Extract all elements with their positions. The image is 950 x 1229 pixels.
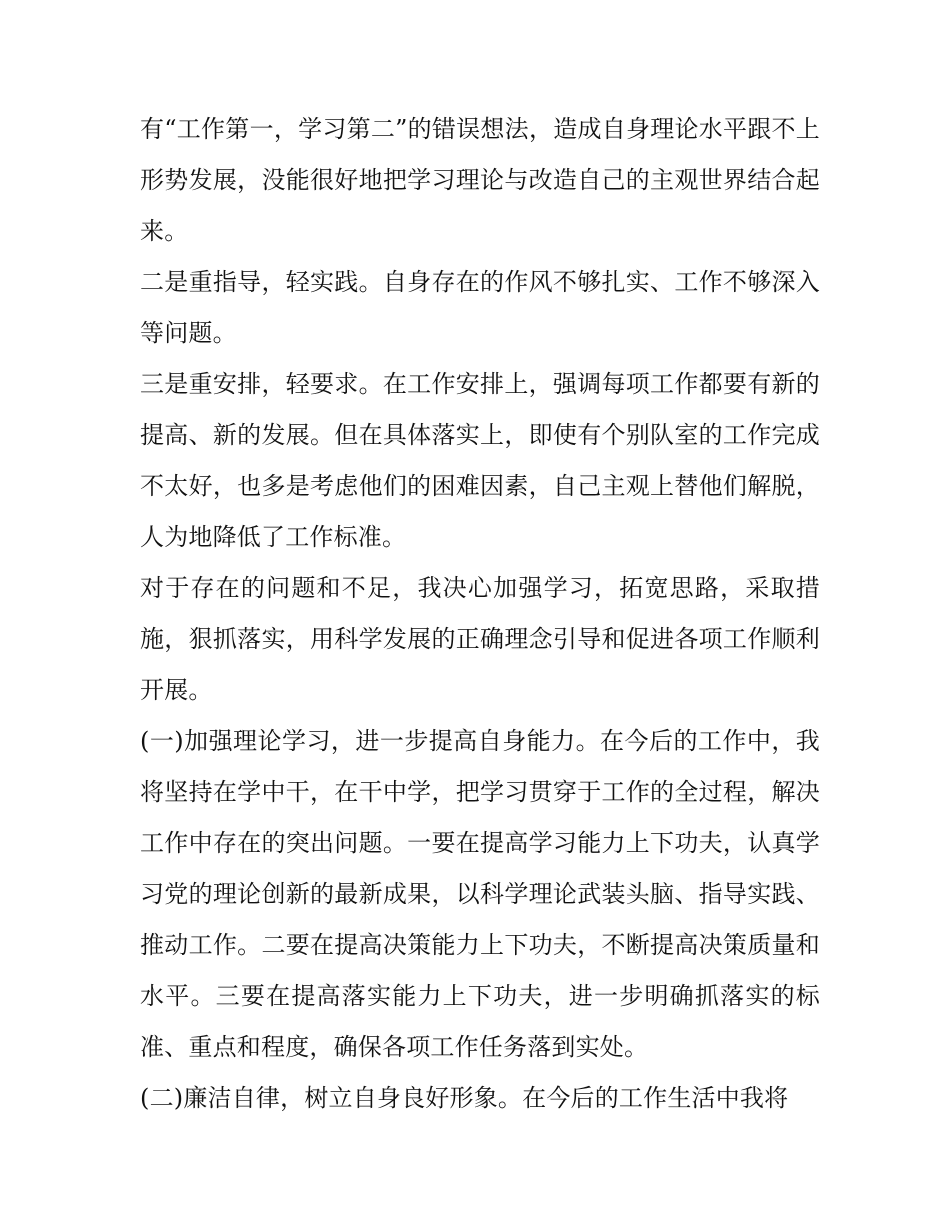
document-body	[140, 104, 820, 1124]
paragraph-strengthen-theory-study: (一)加强理论学习，进一步提高自身能力。在今后的工作中，我将坚持在学中干，在干中学，把学习贯穿于工作的全过程，解决工作中存在的突出问题。一要在提高学习能力上下功夫，认真学习党的理论创新的最新成果，以科学理论武装头脑、指导实践、推动工作。二要在提高决策能力上下功夫，不断提高决策质量和水平。三要在提高落实能力上下功夫，进一步明确抓落实的标准、重点和程度，确保各项工作任务落到实处。	[140, 727, 820, 1061]
paragraph-integrity-self-discipline: (二)廉洁自律，树立自身良好形象。在今后的工作生活中我将	[140, 1084, 789, 1112]
paragraph-continuation-theory-study: 有“工作第一，学习第二”的错误想法，造成自身理论水平跟不上形势发展，没能很好地把学习理论与改造自己的主观世界结合起来。	[140, 115, 820, 245]
paragraph-guidance-practice: 二是重指导，轻实践。自身存在的作风不够扎实、工作不够深入等问题。	[140, 268, 820, 347]
paragraph-arrangement-requirement: 三是重安排，轻要求。在工作安排上，强调每项工作都要有新的提高、新的发展。但在具体落实上，即使有个别队室的工作完成不太好，也多是考虑他们的困难因素，自己主观上替他们解脱，人为地降低了工作标准。	[140, 370, 820, 551]
paragraph-resolution: 对于存在的问题和不足，我决心加强学习，拓宽思路，采取措施，狠抓落实，用科学发展的正确理念引导和促进各项工作顺利开展。	[140, 574, 820, 704]
